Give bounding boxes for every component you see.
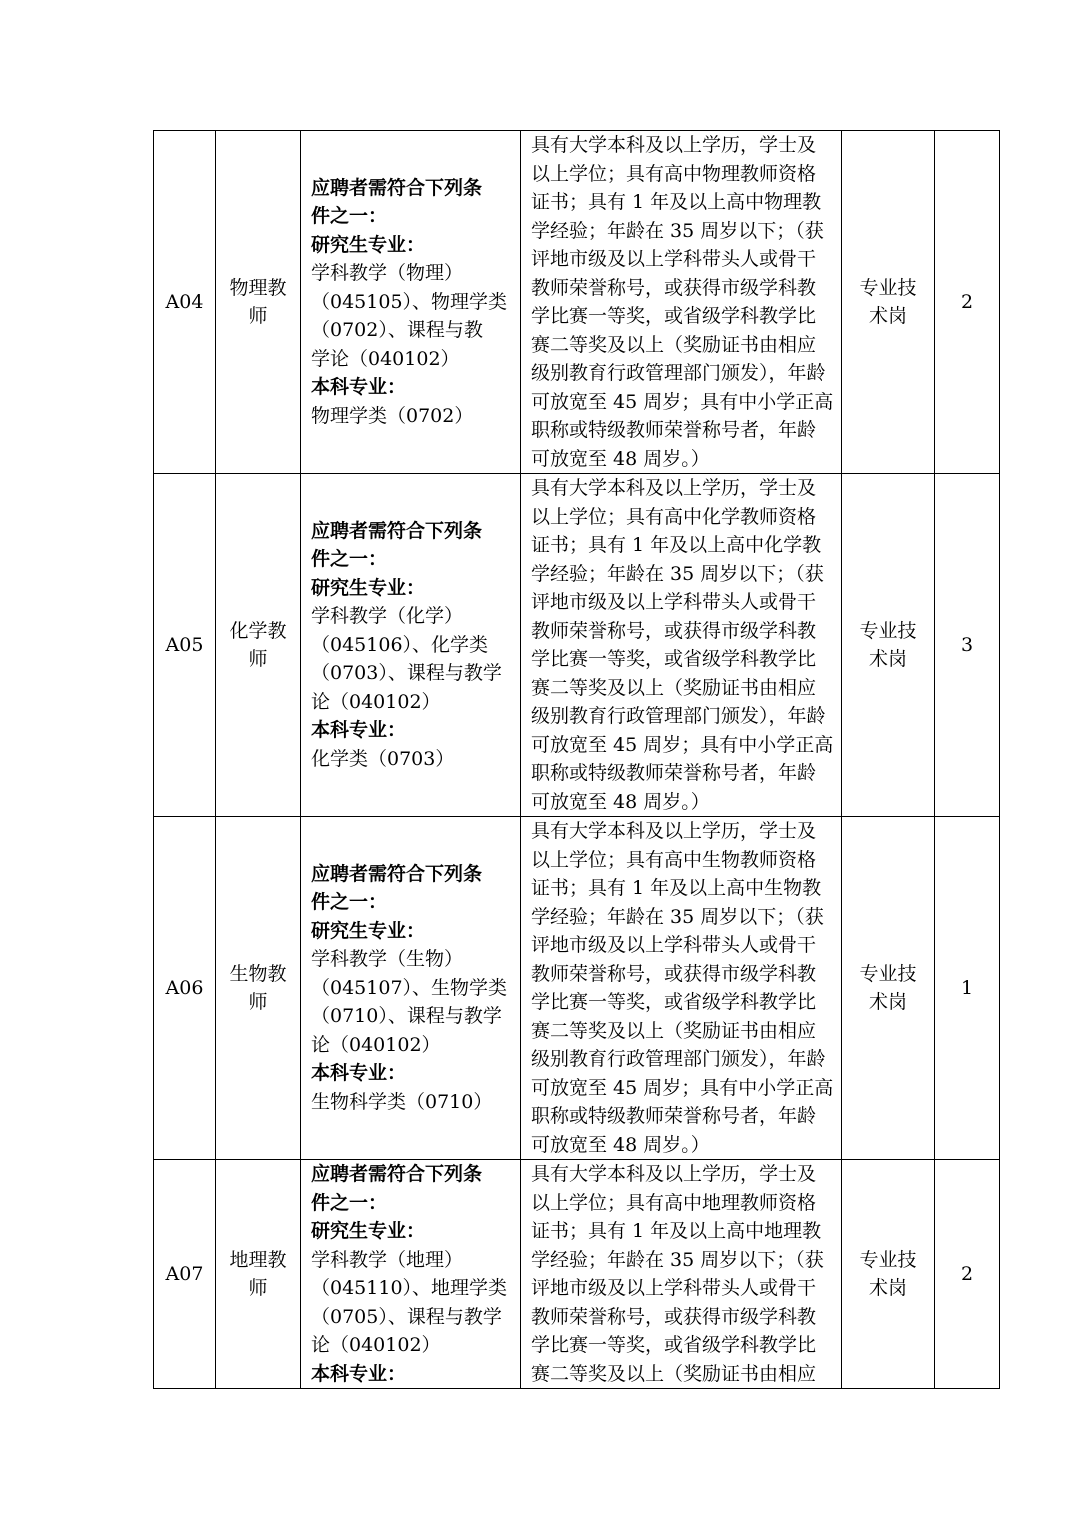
major-heading-line: 件之一：	[311, 548, 388, 571]
other-requirement-line: 以上学位；具有高中地理教师资格	[531, 1191, 817, 1214]
other-requirement-line: 学经验；年龄在 35 周岁以下；（获	[531, 1248, 824, 1271]
other-requirement-line: 证书；具有 1 年及以上高中物理教	[531, 191, 822, 213]
position-type	[855, 960, 921, 1017]
other-requirement-line: 教师荣誉称号，或获得市级学科教	[531, 962, 817, 985]
major-text-line: （0705）、课程与教学	[311, 1305, 502, 1328]
other-requirement-line: 学比赛一等奖，或省级学科教学比	[531, 1334, 817, 1356]
position-code: A04	[165, 290, 204, 313]
position-type-cell	[842, 131, 935, 474]
major-text-line: （045107）、生物学类	[311, 976, 508, 999]
major-requirement	[301, 860, 520, 1117]
other-requirement	[521, 131, 841, 473]
position-code: A07	[165, 1262, 204, 1285]
other-requirement-line: 可放宽至 48 周岁。）	[531, 1133, 710, 1156]
position-type-cell	[842, 474, 935, 817]
major-text-line: 物理学类（0702）	[311, 404, 474, 427]
other-requirement-line: 学比赛一等奖，或省级学科教学比	[531, 305, 817, 327]
position-type-cell	[842, 1160, 935, 1389]
major-heading-line: 研究生专业：	[311, 576, 426, 599]
other-requirement-line: 学比赛一等奖，或省级学科教学比	[531, 648, 817, 670]
other-requirement-line: 证书；具有 1 年及以上高中化学教	[531, 534, 822, 556]
other-requirement-cell	[521, 131, 842, 474]
major-text-line: 学科教学（生物）	[311, 948, 464, 971]
major-heading-line: 本科专业：	[311, 719, 407, 742]
position-type-line: 术岗	[868, 1277, 907, 1299]
other-requirement-line: 级别教育行政管理部门颁发），年龄	[531, 705, 826, 727]
major-requirement-cell	[301, 131, 521, 474]
major-heading-line: 研究生专业：	[311, 1220, 426, 1242]
other-requirement-line: 学经验；年龄在 35 周岁以下；（获	[531, 905, 824, 928]
other-requirement-line: 学比赛一等奖，或省级学科教学比	[531, 991, 817, 1013]
position-type-line: 术岗	[868, 991, 907, 1013]
other-requirement-line: 评地市级及以上学科带头人或骨干	[531, 248, 817, 270]
major-text-line: 论（040102）	[311, 1334, 441, 1356]
position-name-line: 师	[248, 991, 268, 1013]
hiring-count-cell	[935, 817, 1000, 1160]
major-heading-line: 研究生专业：	[311, 919, 426, 942]
major-requirement-cell	[301, 474, 521, 817]
position-name-cell	[216, 817, 301, 1160]
hiring-count: 1	[960, 976, 974, 999]
other-requirement-line: 教师荣誉称号，或获得市级学科教	[531, 276, 817, 299]
position-type	[855, 274, 921, 331]
other-requirement-line: 职称或特级教师荣誉称号者，年龄	[531, 762, 817, 784]
position-name-line: 师	[248, 305, 268, 327]
position-name-line: 师	[248, 648, 268, 670]
position-code-cell	[154, 474, 216, 817]
recruitment-table	[153, 130, 1000, 1389]
other-requirement-line: 以上学位；具有高中生物教师资格	[531, 848, 817, 871]
major-heading-line: 件之一：	[311, 891, 388, 914]
position-name	[227, 274, 289, 331]
position-type-line: 专业技	[859, 962, 917, 985]
position-code-cell	[154, 131, 216, 474]
position-type-line: 专业技	[859, 276, 917, 299]
other-requirement-line: 职称或特级教师荣誉称号者，年龄	[531, 419, 817, 441]
table-body	[154, 131, 1000, 1389]
other-requirement-line: 赛二等奖及以上（奖励证书由相应	[531, 676, 817, 699]
position-name-cell	[216, 1160, 301, 1389]
other-requirement-line: 可放宽至 48 周岁。）	[531, 790, 710, 813]
major-heading-line: 本科专业：	[311, 376, 407, 399]
other-requirement-cell	[521, 474, 842, 817]
major-heading-line: 应聘者需符合下列条	[311, 519, 483, 542]
other-requirement	[521, 474, 841, 816]
table-row	[154, 1160, 1000, 1389]
position-name-line: 生物教	[229, 962, 287, 985]
hiring-count-cell	[935, 131, 1000, 474]
other-requirement-line: 学经验；年龄在 35 周岁以下；（获	[531, 219, 824, 242]
major-heading-line: 应聘者需符合下列条	[311, 176, 483, 199]
major-text-line: 生物科学类（0710）	[311, 1090, 493, 1113]
table-row	[154, 817, 1000, 1160]
position-code-cell	[154, 817, 216, 1160]
major-heading-line: 应聘者需符合下列条	[311, 862, 483, 885]
position-type-line: 专业技	[859, 1248, 917, 1271]
other-requirement-line: 可放宽至 45 周岁；具有中小学正高	[531, 733, 834, 756]
major-text-line: （0703）、课程与教学	[311, 662, 502, 685]
other-requirement	[521, 817, 841, 1159]
position-type-line: 专业技	[859, 619, 917, 642]
other-requirement-line: 以上学位；具有高中物理教师资格	[531, 162, 817, 185]
other-requirement-line: 职称或特级教师荣誉称号者，年龄	[531, 1105, 817, 1127]
major-text-line: （045105）、物理学类	[311, 290, 508, 313]
other-requirement-line: 教师荣誉称号，或获得市级学科教	[531, 1305, 817, 1328]
other-requirement-line: 可放宽至 48 周岁。）	[531, 447, 710, 470]
position-name-line: 物理教	[229, 276, 287, 299]
other-requirement-cell	[521, 817, 842, 1160]
hiring-count: 3	[960, 633, 974, 656]
major-text-line: 学科教学（地理）	[311, 1248, 464, 1271]
other-requirement-line: 赛二等奖及以上（奖励证书由相应	[531, 1362, 817, 1385]
other-requirement-line: 学经验；年龄在 35 周岁以下；（获	[531, 562, 824, 585]
other-requirement-line: 教师荣誉称号，或获得市级学科教	[531, 619, 817, 642]
major-text-line: 化学类（0703）	[311, 747, 455, 770]
other-requirement-line: 评地市级及以上学科带头人或骨干	[531, 1277, 817, 1299]
other-requirement-line: 可放宽至 45 周岁；具有中小学正高	[531, 390, 834, 413]
other-requirement-line: 具有大学本科及以上学历，学士及	[531, 477, 817, 499]
position-name-line: 化学教	[229, 619, 287, 642]
position-code-cell	[154, 1160, 216, 1389]
other-requirement-line: 赛二等奖及以上（奖励证书由相应	[531, 333, 817, 356]
position-type-line: 术岗	[868, 648, 907, 670]
table-row	[154, 474, 1000, 817]
major-text-line: 论（040102）	[311, 690, 441, 713]
major-heading-line: 件之一：	[311, 205, 388, 228]
position-name-cell	[216, 131, 301, 474]
major-text-line: （045110）、地理学类	[311, 1277, 508, 1299]
position-name	[227, 960, 289, 1017]
major-heading-line: 本科专业：	[311, 1062, 407, 1085]
other-requirement-line: 级别教育行政管理部门颁发），年龄	[531, 1048, 826, 1070]
major-heading-line: 件之一：	[311, 1191, 388, 1214]
hiring-count: 2	[960, 1262, 974, 1285]
position-type-cell	[842, 817, 935, 1160]
other-requirement-line: 具有大学本科及以上学历，学士及	[531, 820, 817, 842]
hiring-count-cell	[935, 1160, 1000, 1389]
major-text-line: 学科教学（物理）	[311, 262, 464, 285]
major-text-line: （045106）、化学类	[311, 633, 489, 656]
major-heading-line: 本科专业：	[311, 1362, 407, 1385]
other-requirement-line: 具有大学本科及以上学历，学士及	[531, 1163, 817, 1185]
major-text-line: （0710）、课程与教学	[311, 1005, 502, 1028]
other-requirement-line: 评地市级及以上学科带头人或骨干	[531, 591, 817, 613]
other-requirement	[521, 1160, 841, 1388]
major-requirement-cell	[301, 1160, 521, 1389]
other-requirement-line: 级别教育行政管理部门颁发），年龄	[531, 362, 826, 384]
other-requirement-line: 赛二等奖及以上（奖励证书由相应	[531, 1019, 817, 1042]
position-code: A06	[165, 976, 204, 999]
major-text-line: 学科教学（化学）	[311, 605, 464, 628]
other-requirement-line: 具有大学本科及以上学历，学士及	[531, 134, 817, 156]
position-name-line: 师	[248, 1277, 268, 1299]
major-text-line: （0702）、课程与教	[311, 319, 483, 342]
major-text-line: 学论（040102）	[311, 347, 460, 370]
position-name-line: 地理教	[229, 1248, 287, 1271]
other-requirement-cell	[521, 1160, 842, 1389]
other-requirement-line: 以上学位；具有高中化学教师资格	[531, 505, 817, 528]
table-row	[154, 131, 1000, 474]
major-heading-line: 应聘者需符合下列条	[311, 1163, 483, 1185]
major-text-line: 论（040102）	[311, 1033, 441, 1056]
hiring-count-cell	[935, 474, 1000, 817]
position-name-cell	[216, 474, 301, 817]
position-name	[227, 1246, 289, 1303]
major-requirement	[301, 517, 520, 774]
major-requirement	[301, 1160, 520, 1388]
other-requirement-line: 评地市级及以上学科带头人或骨干	[531, 934, 817, 956]
position-name	[227, 617, 289, 674]
other-requirement-line: 证书；具有 1 年及以上高中地理教	[531, 1220, 822, 1242]
major-requirement	[301, 174, 520, 431]
position-type	[855, 617, 921, 674]
position-code: A05	[165, 633, 204, 656]
other-requirement-line: 证书；具有 1 年及以上高中生物教	[531, 877, 822, 899]
major-heading-line: 研究生专业：	[311, 233, 426, 256]
other-requirement-line: 可放宽至 45 周岁；具有中小学正高	[531, 1076, 834, 1099]
hiring-count: 2	[960, 290, 974, 313]
position-type-line: 术岗	[868, 305, 907, 327]
position-type	[855, 1246, 921, 1303]
major-requirement-cell	[301, 817, 521, 1160]
